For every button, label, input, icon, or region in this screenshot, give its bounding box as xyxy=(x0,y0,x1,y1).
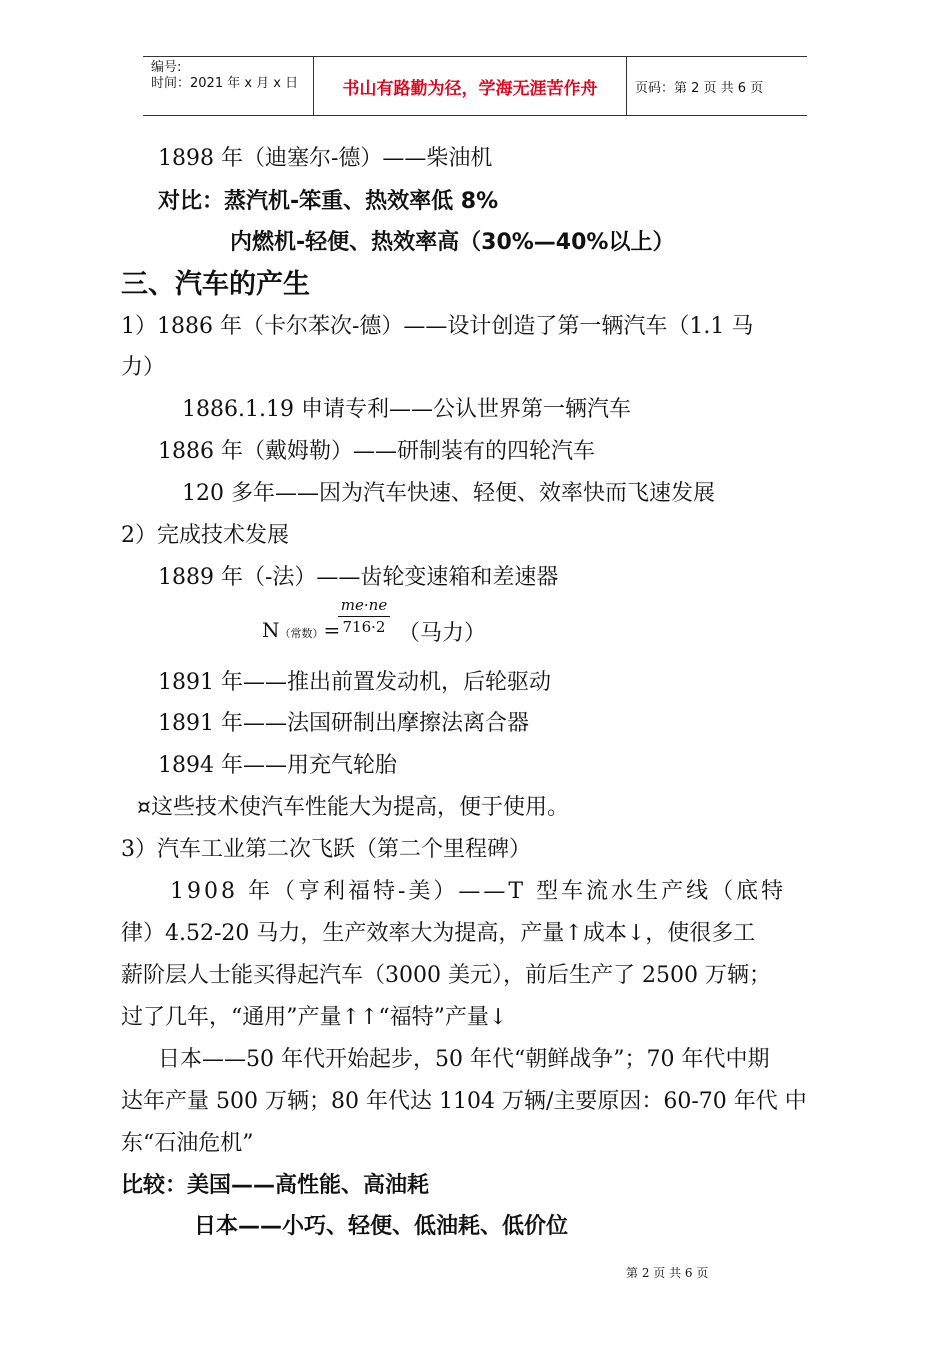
header-time-label: 时间：2021 年 x 月 x 日 xyxy=(151,76,299,91)
comparison-line: 对比：蒸汽机-笨重、热效率低 8% xyxy=(158,189,499,214)
header-motto: 书山有路勤为径，学海无涯苦作舟 xyxy=(313,57,627,115)
text-line: 1908 年（亨利福特-美）——T 型车流水生产线（底特 xyxy=(170,879,787,904)
text-line: 薪阶层人士能买得起汽车（3000 美元），前后生产了 2500 万辆； xyxy=(121,963,771,988)
section-heading: 三、汽车的产生 xyxy=(121,269,310,300)
header-number-label: 编号: xyxy=(151,60,182,75)
header-meta xyxy=(151,60,298,92)
text-line: 过了几年，“通用”产量↑↑“福特”产量↓ xyxy=(121,1005,508,1030)
text-line: 日本——50 年代开始起步，50 年代“朝鲜战争”；70 年代中期 xyxy=(158,1047,770,1072)
formula-symbol: N xyxy=(262,618,280,642)
text-line: 东“石油危机” xyxy=(121,1131,254,1156)
formula-denominator: 716·2 xyxy=(342,618,386,636)
text-line: 1889 年（-法）——齿轮变速箱和差速器 xyxy=(158,565,559,590)
text-line: 120 多年——因为汽车快速、轻便、效率快而飞速发展 xyxy=(182,481,715,506)
text-line: 1898 年（迪塞尔-德）——柴油机 xyxy=(158,146,493,171)
text-line: 1886.1.19 申请专利——公认世界第一辆汽车 xyxy=(182,397,631,422)
comparison-line: 内燃机-轻便、热效率高（30%—40%以上） xyxy=(230,230,675,255)
text-line: 1891 年——推出前置发动机，后轮驱动 xyxy=(158,670,551,695)
formula-subscript: （常数） xyxy=(279,627,324,640)
formula-numerator: me·ne xyxy=(340,596,388,614)
page-header xyxy=(143,56,807,116)
formula-lhs xyxy=(262,618,340,642)
fraction-bar xyxy=(338,616,390,617)
text-line: ¤这些技术使汽车性能大为提高，便于使用。 xyxy=(137,795,569,820)
text-line: 力） xyxy=(121,355,166,380)
subsection-heading: 3）汽车工业第二次飞跃（第二个里程碑） xyxy=(121,837,531,862)
power-formula xyxy=(262,596,487,648)
formula-unit: （马力） xyxy=(398,621,487,646)
formula-equals: = xyxy=(323,618,341,642)
page-footer: 第 2 页 共 6 页 xyxy=(626,1266,709,1280)
text-line: 1891 年——法国研制出摩擦法离合器 xyxy=(158,711,529,736)
text-line: 达年产量 500 万辆；80 年代达 1104 万辆/主要原因：60-70 年代 中 xyxy=(121,1089,807,1114)
comparison-line: 日本——小巧、轻便、低油耗、低价位 xyxy=(194,1214,569,1239)
header-page-label: 页码：第 2 页 共 6 页 xyxy=(635,80,764,96)
subsection-heading: 2）完成技术发展 xyxy=(121,523,289,548)
text-line: 1）1886 年（卡尔苯次-德）——设计创造了第一辆汽车（1.1 马 xyxy=(121,314,754,339)
text-line: 1886 年（戴姆勒）——研制装有的四轮汽车 xyxy=(158,439,595,464)
text-line: 1894 年——用充气轮胎 xyxy=(158,753,397,778)
text-line: 律）4.52-20 马力，生产效率大为提高，产量↑成本↓，使很多工 xyxy=(121,921,756,946)
comparison-line: 比较：美国——高性能、高油耗 xyxy=(121,1173,430,1198)
